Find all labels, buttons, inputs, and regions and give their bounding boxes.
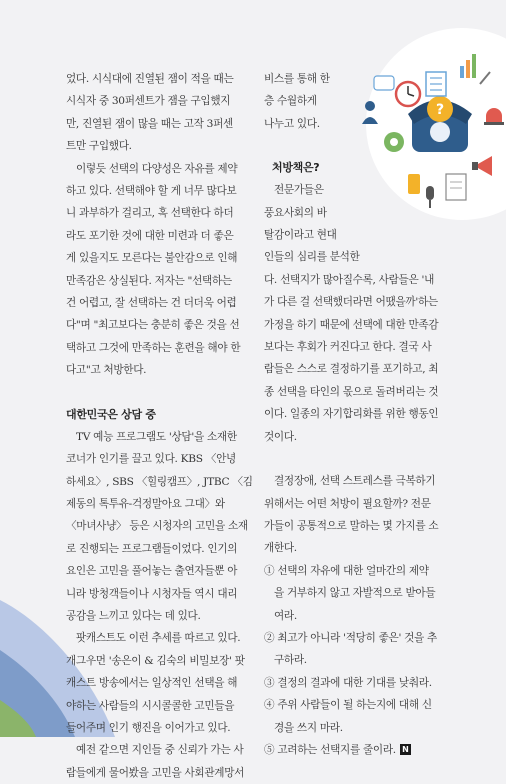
paragraph-line: 종 선택을 타인의 몫으로 돌려버리는 것 bbox=[264, 385, 439, 398]
tip-text: ⑤ 고려하는 선택지를 줄이라. bbox=[264, 743, 396, 756]
paragraph-line: 코너가 인기를 끌고 있다. KBS 〈안녕 bbox=[66, 453, 236, 466]
paragraph-line: 다. 선택지가 많아질수록, 사람들은 '내 bbox=[264, 273, 435, 286]
tip-item: ③ 결정의 결과에 대한 기대를 낮춰라. bbox=[264, 676, 432, 689]
paragraph-line: 들어주며 인기 행진을 이어가고 있다. bbox=[66, 721, 231, 734]
paragraph-line: 개한다. bbox=[264, 542, 297, 555]
paragraph-line: 니 과부하가 걸리고, 혹 선택한다 하더 bbox=[66, 207, 234, 220]
paragraph-line: 가 다른 걸 선택했더라면 어땠을까'하는 bbox=[264, 296, 438, 309]
paragraph-line: 니라 방청객들이나 시청자들 역시 대리 bbox=[66, 587, 238, 600]
right-column bbox=[264, 68, 444, 761]
section-heading: 처방책은? bbox=[272, 161, 320, 175]
paragraph-line: 인들의 심리를 분석한 bbox=[264, 251, 360, 264]
paragraph-line: 야하는 사람들의 시시콜콜한 고민들을 bbox=[66, 699, 235, 712]
paragraph-line: 시식자 중 30퍼센트가 잼을 구입했지 bbox=[66, 95, 231, 108]
paragraph-line: 만, 진열된 잼이 많을 때는 고작 3퍼센 bbox=[66, 117, 233, 130]
document-icon bbox=[446, 174, 466, 200]
paragraph-line: 비스를 통해 한 bbox=[264, 73, 330, 85]
paragraph-line: 이다. 일종의 자기합리화를 위한 행동인 bbox=[264, 408, 439, 421]
paragraph-line: 다고"고 처방한다. bbox=[66, 364, 147, 377]
paragraph-line: 라도 포기한 것에 대한 미련과 더 좋은 bbox=[66, 229, 234, 242]
tip-item bbox=[264, 739, 444, 761]
paragraph-line: 개그우먼 '송은이 & 김숙의 비밀보장' 팟 bbox=[66, 654, 245, 667]
tip-item: ④ 주위 사람들이 될 하는지에 대해 신 bbox=[264, 699, 432, 712]
paragraph-line: 위해서는 어떤 처방이 필요할까? 전문 bbox=[264, 497, 431, 510]
paragraph-line: 만족감은 상실된다. 저자는 "선택하는 bbox=[66, 274, 232, 287]
paragraph-line: 하세요〉, SBS 〈힐링캠프〉, JTBC 〈김 bbox=[66, 475, 253, 488]
paragraph-line: 로 진행되는 프로그램들이었다. 인기의 bbox=[66, 542, 238, 555]
paragraph-line: 것이다. bbox=[264, 430, 297, 443]
paragraph-line: 나누고 있다. bbox=[264, 117, 320, 130]
paragraph-line: 가들이 공통적으로 말하는 몇 가지를 소 bbox=[264, 519, 439, 532]
paragraph-line: 제동의 톡투유-걱정말아요 그대〉와 bbox=[66, 497, 225, 510]
paragraph-line: 건 어렵고, 잘 선택하는 건 더더욱 어렵 bbox=[66, 297, 237, 310]
paragraph-line: 결정장애, 선택 스트레스를 극복하기 bbox=[274, 475, 436, 488]
paragraph-line: 팟캐스트도 이런 추세를 따르고 있다. bbox=[76, 632, 241, 645]
paragraph-line: 풍요사회의 바 bbox=[264, 206, 327, 219]
tip-item-continued: 구하라. bbox=[274, 654, 307, 667]
paragraph-line: 전문가들은 bbox=[274, 184, 324, 197]
tip-item-continued: 을 거부하지 않고 자발적으로 받아들 bbox=[274, 587, 436, 600]
tip-item-continued: 여라. bbox=[274, 609, 297, 622]
paragraph-line: 공감을 느끼고 있다는 데 있다. bbox=[66, 609, 201, 622]
paragraph-line: 람들에게 물어봤을 고민을 사회관계망서 bbox=[66, 766, 245, 779]
tip-item: ① 선택의 자유에 대한 얼마간의 제약 bbox=[264, 564, 429, 577]
paragraph-line: 었다. 시식대에 진열된 잼이 적을 때는 bbox=[66, 73, 234, 85]
tip-list bbox=[264, 560, 444, 762]
paragraph-line: 게 있을지도 모른다는 불안감으로 인해 bbox=[66, 252, 238, 265]
tip-item-continued: 경을 쓰지 마라. bbox=[274, 721, 343, 734]
paragraph-line: 가정을 하기 때문에 선택에 대한 만족감 bbox=[264, 318, 439, 331]
paragraph-line: 다"며 "최고보다는 충분히 좋은 것을 선 bbox=[66, 319, 240, 332]
paragraph-line: 〈마녀사냥〉 등은 시청자의 고민을 소재 bbox=[66, 520, 248, 533]
svg-text:?: ? bbox=[435, 102, 445, 118]
paragraph-line: 층 수월하게 bbox=[264, 95, 317, 108]
paragraph-line: 하고 있다. 선택해야 할 게 너무 많다보 bbox=[66, 185, 237, 198]
paragraph-line: 트만 구입했다. bbox=[66, 140, 132, 153]
paragraph-line: 택하고 그것에 만족하는 훈련을 해야 한 bbox=[66, 341, 241, 354]
section-heading: 대한민국은 상담 중 bbox=[66, 407, 156, 421]
paragraph-line: 이렇듯 선택의 다양성은 자유를 제약 bbox=[76, 162, 238, 175]
paragraph-line: 탈감이라고 현대 bbox=[264, 229, 337, 242]
paragraph-line: 람들은 스스로 결정하기를 포기하고, 최 bbox=[264, 363, 439, 376]
paragraph-line: TV 예능 프로그램도 '상담'을 소재한 bbox=[76, 430, 237, 443]
paragraph-line: 캐스트 방송에서는 일상적인 선택을 해 bbox=[66, 677, 238, 690]
end-mark: N bbox=[400, 744, 411, 755]
paragraph-line: 요인은 고민을 풀어놓는 출연자들뿐 아 bbox=[66, 565, 238, 578]
left-column bbox=[66, 68, 253, 784]
tip-item: ② 최고가 아니라 '적당히 좋은' 것을 추 bbox=[264, 631, 437, 644]
paragraph-line: 보다는 후회가 커진다고 한다. 결국 사 bbox=[264, 341, 432, 354]
paragraph-line: 예전 같으면 지인들 중 신뢰가 가는 사 bbox=[76, 744, 244, 757]
